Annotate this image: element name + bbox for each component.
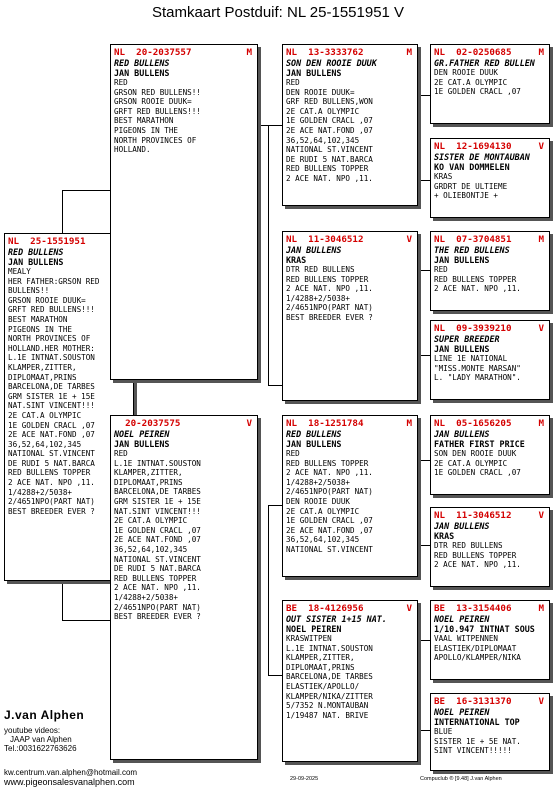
pigeon-name: NOEL PEIREN: [114, 429, 170, 439]
connector-line: [268, 505, 282, 506]
pigeon-name: RED BULLENS: [286, 429, 342, 439]
ring-number: 20-2037575 V: [125, 418, 252, 429]
great-grandparent-card-mmm[interactable]: [430, 693, 550, 771]
pigeon-name: NOEL PEIREN: [434, 707, 490, 717]
ring-number: NL 11-3046512 V: [286, 234, 412, 245]
ring-number: NL 25-1551951: [8, 236, 86, 247]
breeder-name: JAN BULLENS: [8, 257, 64, 267]
pigeon-name: RED BULLENS: [8, 247, 64, 257]
email-address[interactable]: kw.centrum.van.alphen@hotmail.com: [4, 768, 138, 777]
breeder-name: JAN BULLENS: [286, 439, 342, 449]
connector-line: [62, 620, 110, 621]
connector-line: [268, 505, 269, 675]
breeder-name: KRAS: [286, 255, 307, 265]
maternal-grandmother-card[interactable]: [282, 600, 418, 762]
pigeon-info: BLUE SISTER 1E + 5E NAT. SINT VINCENT!!!!!: [434, 727, 521, 756]
youtube-label: youtube videos:: [4, 726, 61, 735]
ring-number: NL 20-2037557 M: [114, 47, 252, 58]
ring-number: NL 07-3704851 M: [434, 234, 544, 245]
pigeon-name: GR.FATHER RED BULLEN: [434, 58, 535, 68]
pigeon-name: SON DEN ROOIE DUUK: [286, 58, 377, 68]
breeder-name: NOEL PEIREN: [286, 624, 342, 634]
pigeon-info: DEN ROOIE DUUK 2E CAT.A OLYMPIC 1E GOLDEN CRACL ,07: [434, 68, 521, 97]
ring-number: BE 16-3131370 V: [434, 696, 544, 707]
great-grandparent-card-fm[interactable]: [430, 138, 550, 218]
breeder-signature: J.van Alphen: [4, 708, 85, 722]
father-card[interactable]: [110, 44, 258, 380]
pigeon-name: OUT SISTER 1+15 NAT.: [286, 614, 387, 624]
pigeon-info: RED L.1E INTNAT.SOUSTON KLAMPER,ZITTER, DIPLOMAAT,PRINS BARCELONA,DE TARBES GRM SISTER 1E + 15E NAT.SINT VINCENT!!! 2E CAT.A OLYMPIC 1E GOLDEN CRACL ,07 2E ACE NAT.FOND ,07 36,52,64,102,345 NATIONAL ST.VINCENT DE RUDI 5 NAT.BARCA RED BULLENS TOPPER 2 ACE NAT. NPO ,11. 1/4288+2/5038+ 2/4651NPO(PART NAT) BEST BREEDER EVER ?: [114, 449, 201, 622]
ring-number: BE 18-4126956 V: [286, 603, 412, 614]
youtube-channel: JAAP van Alphen: [10, 735, 72, 744]
great-grandparent-card-ff[interactable]: [430, 44, 550, 124]
paternal-grandfather-card[interactable]: [282, 44, 418, 206]
connector-line: [418, 95, 430, 96]
website-link[interactable]: www.pigeonsalesvanalphen.com: [4, 777, 135, 787]
connector-line: [418, 460, 430, 461]
pigeon-name: RED BULLENS: [114, 58, 170, 68]
great-grandparent-card-mff[interactable]: [430, 415, 550, 495]
breeder-name: JAN BULLENS: [114, 439, 170, 449]
ring-number: BE 13-3154406 M: [434, 603, 544, 614]
ring-number: NL 11-3046512 V: [434, 510, 544, 521]
great-grandparent-card-mfm[interactable]: [430, 507, 550, 587]
connector-line: [418, 460, 419, 545]
pigeon-info: VAAL WITPENNEN ELASTIEK/DIPLOMAAT APOLLO/KLAMPER/NIKA: [434, 634, 521, 663]
pigeon-name: JAN BULLENS: [434, 521, 490, 531]
pigeon-name: JAN BULLENS: [434, 429, 490, 439]
pigeon-name: SISTER DE MONTAUBAN: [434, 152, 530, 162]
pigeon-info: SON DEN ROOIE DUUK 2E CAT.A OLYMPIC 1E GOLDEN CRACL ,07: [434, 449, 521, 478]
connector-line: [418, 270, 419, 355]
connector-line: [268, 125, 269, 385]
pigeon-name: THE RED BULLENS: [434, 245, 510, 255]
connector-line: [418, 270, 430, 271]
pigeon-info: RED GRSON RED BULLENS!! GRSON ROOIE DUUK= GRFT RED BULLENS!!! BEST MARATHON PIGEONS IN THE NORTH PROVINCES OF HOLLAND.: [114, 78, 201, 155]
breeder-name: KRAS: [434, 531, 455, 541]
print-date: 29-09-2025: [290, 776, 319, 782]
page-title: Stamkaart Postduif: NL 25-1551951 V: [151, 4, 405, 21]
ring-number: NL 12-1694130 V: [434, 141, 544, 152]
software-credit: Compuclub ® [9.48] J.van Alphen: [420, 776, 502, 782]
connector-line: [418, 355, 430, 356]
pigeon-info: RED RED BULLENS TOPPER 2 ACE NAT. NPO ,11. 1/4288+2/5038+ 2/4651NPO(PART NAT) DEN ROOIE DUUK 2E CAT.A OLYMPIC 1E GOLDEN CRACL ,07 2E ACE NAT.FOND ,07 36,52,64,102,345 NATIONAL ST.VINCENT: [286, 449, 373, 554]
connector-line: [62, 190, 110, 191]
breeder-name: JAN BULLENS: [434, 344, 490, 354]
great-grandparent-card-mmf[interactable]: [430, 600, 550, 680]
breeder-name: INTERNATIONAL TOP: [434, 717, 520, 727]
pigeon-info: KRAS GRDRT DE ULTIEME + OLIEBONTJE +: [434, 172, 508, 201]
great-grandparent-card-mm[interactable]: [430, 320, 550, 400]
paternal-grandmother-card[interactable]: [282, 231, 418, 401]
connector-line: [268, 385, 282, 386]
pigeon-name: JAN BULLENS: [286, 245, 342, 255]
connector-line: [418, 640, 419, 730]
breeder-name: FATHER FIRST PRICE: [434, 439, 525, 449]
phone-number: Tel.:0031622763626: [4, 744, 77, 753]
breeder-name: KO VAN DOMMELEN: [434, 162, 510, 172]
connector-line: [258, 125, 282, 126]
connector-line: [62, 190, 63, 235]
ring-number: NL 02-0250685 M: [434, 47, 544, 58]
breeder-name: JAN BULLENS: [434, 255, 490, 265]
ring-number: NL 05-1656205 M: [434, 418, 544, 429]
mother-card[interactable]: [110, 415, 258, 760]
connector-line: [418, 640, 430, 641]
connector-line: [418, 95, 419, 180]
pigeon-info: MEALY HER FATHER:GRSON RED BULLENS!! GRSON ROOIE DUUK= GRFT RED BULLENS!!! BEST MARATHON PIGEONS IN THE NORTH PROVINCES OF HOLLAND.HER MOTHER: L.1E INTNAT.SOUSTON KLAMPER,ZITTER, DIPLOMAAT,PRINS BARCELONA,DE TARBES GRM SISTER 1E + 15E NAT.SINT VINCENT!!! 2E CAT.A OLYMPIC 1E GOLDEN CRACL ,07 2E ACE NAT.FOND ,07 36,52,64,102,345 NATIONAL ST.VINCENT DE RUDI 5 NAT.BARCA RED BULLENS TOPPER 2 ACE NAT. NPO ,11. 1/4288+2/5038+ 2/4651NPO(PART NAT) BEST BREEDER EVER ?: [8, 267, 100, 516]
pigeon-info: KRASWITPEN L.1E INTNAT.SOUSTON KLAMPER,ZITTER, DIPLOMAAT,PRINS BARCELONA,DE TARBES ELASTIEK/APOLLO/ KLAMPER/NIKA/ZITTER 5/7352 N.MONTAUBAN 1/19487 NAT. BRIVE: [286, 634, 373, 720]
pigeon-info: DTR RED BULLENS RED BULLENS TOPPER 2 ACE NAT. NPO ,11.: [434, 541, 521, 570]
pigeon-info: LINE 1E NATIONAL "MISS.MONTE MARSAN" L. "LADY MARATHON".: [434, 354, 521, 383]
breeder-name: JAN BULLENS: [286, 68, 342, 78]
connector-line: [418, 180, 430, 181]
maternal-grandfather-card[interactable]: [282, 415, 418, 577]
great-grandparent-card-mf[interactable]: [430, 231, 550, 311]
connector-line: [268, 675, 282, 676]
ring-number: NL 09-3939210 V: [434, 323, 544, 334]
pigeon-info: RED RED BULLENS TOPPER 2 ACE NAT. NPO ,11.: [434, 265, 521, 294]
pigeon-info: RED DEN ROOIE DUUK= GRF RED BULLENS,WON 2E CAT.A OLYMPIC 1E GOLDEN CRACL ,07 2E ACE NAT.FOND ,07 36,52,64,102,345 NATIONAL ST.VINCENT DE RUDI 5 NAT.BARCA RED BULLENS TOPPER 2 ACE NAT. NPO ,11.: [286, 78, 373, 183]
connector-line: [62, 580, 63, 620]
breeder-name: JAN BULLENS: [114, 68, 170, 78]
breeder-name: 1/10.947 INTNAT SOUS: [434, 624, 535, 634]
pigeon-info: DTR RED BULLENS RED BULLENS TOPPER 2 ACE NAT. NPO ,11. 1/4288+2/5038+ 2/4651NPO(PART NAT) BEST BREEDER EVER ?: [286, 265, 373, 322]
ring-number: NL 18-1251784 M: [286, 418, 412, 429]
connector-line: [418, 730, 430, 731]
connector-line: [418, 545, 430, 546]
pigeon-name: SUPER BREEDER: [434, 334, 500, 344]
ring-number: NL 13-3333762 M: [286, 47, 412, 58]
pigeon-name: NOEL PEIREN: [434, 614, 490, 624]
